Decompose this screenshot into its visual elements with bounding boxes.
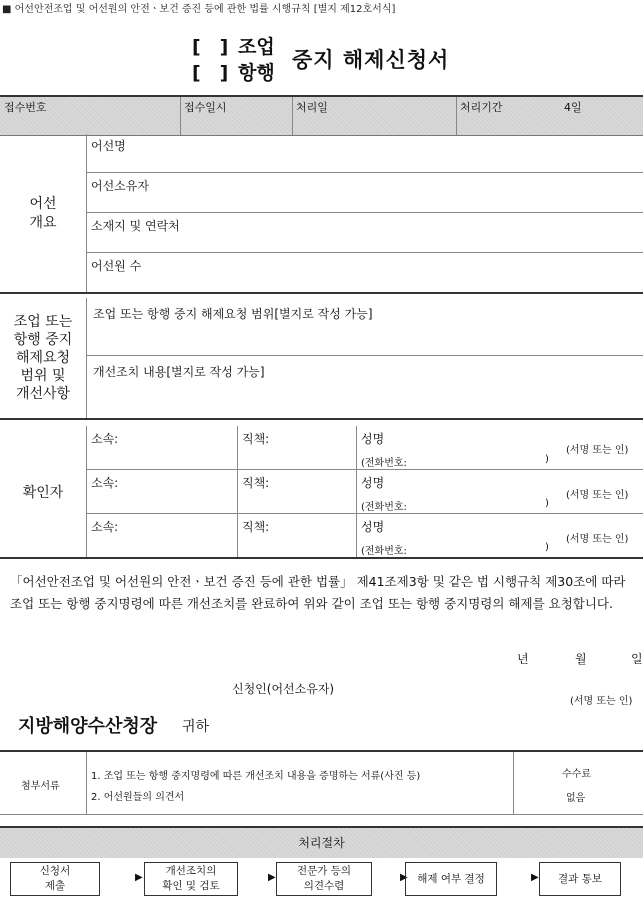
name-field[interactable]: 성명 xyxy=(361,432,385,446)
name-field[interactable]: 성명 xyxy=(361,476,385,490)
arrow-right-icon: ▶ xyxy=(531,872,539,883)
fee-label: 수수료 xyxy=(562,769,591,780)
procedure-step-decide: 해제 여부 결정 xyxy=(405,862,497,896)
procedure-step-consult: 전문가 등의 의견수렴 xyxy=(276,862,372,896)
checkbox-bracket-1[interactable]: [ ] xyxy=(192,36,229,58)
scope-section-label: 조업 또는 항행 중지 해제요청 범위 및 개선사항 xyxy=(13,314,73,402)
phone-close: ) xyxy=(545,542,549,553)
procedure-step-notify: 결과 통보 xyxy=(539,862,621,896)
form-reference: ■ 어선안전조업 및 어선원의 안전ㆍ보건 증진 등에 관한 법률 시행규칙 [별지 제12호서식] xyxy=(2,4,396,15)
recipient-name: 지방해양수산청장 xyxy=(18,716,158,737)
phone-close: ) xyxy=(545,454,549,465)
release-scope-field[interactable]: 조업 또는 항행 중지 해제요청 범위[별지로 작성 가능] xyxy=(93,307,373,321)
vessel-name-field[interactable]: 어선명 xyxy=(91,139,126,153)
receipt-bar xyxy=(0,95,643,136)
request-statement: 「어선안전조업 및 어선원의 안전ㆍ보건 증진 등에 관한 법률」 제41조제3항 및 같은 법 시행규칙 제30조에 따라 조업 또는 항행 중지명령에 따른 개선조치를 완료하여 위와 같이 조업 또는 항행 중지명령의 해제를 요청합니다. xyxy=(10,574,626,611)
checkbox-bracket-2[interactable]: [ ] xyxy=(192,62,229,84)
confirmer-section-label: 확인자 xyxy=(22,485,64,501)
process-period-value: 4일 xyxy=(564,101,582,114)
arrow-right-icon: ▶ xyxy=(400,872,408,883)
attachments-label: 첨부서류 xyxy=(21,781,60,792)
page-title: 중지 해제신청서 xyxy=(292,48,450,72)
affiliation-field[interactable]: 소속: xyxy=(91,520,119,534)
name-field[interactable]: 성명 xyxy=(361,520,385,534)
applicant-signature[interactable]: (서명 또는 인) xyxy=(570,696,633,707)
attachment-item: 2. 어선원들의 의견서 xyxy=(91,792,185,803)
procedure-step-apply: 신청서 제출 xyxy=(10,862,100,896)
affiliation-field[interactable]: 소속: xyxy=(91,476,119,490)
title-option-2: 항행 xyxy=(238,62,275,84)
applicant-label: 신청인(어선소유자) xyxy=(232,682,335,696)
receipt-date-field[interactable]: 접수일시 xyxy=(184,101,227,114)
improvement-measures-field[interactable]: 개선조치 내용[별지로 작성 가능] xyxy=(93,365,265,379)
vessel-section-label: 어선 개요 xyxy=(29,196,57,231)
vessel-crew-count-field[interactable]: 어선원 수 xyxy=(91,259,142,273)
date-month[interactable]: 월 xyxy=(575,652,587,666)
title-option-1: 조업 xyxy=(238,36,275,58)
process-date-field[interactable]: 처리일 xyxy=(296,101,328,114)
procedure-step-review: 개선조치의 확인 및 검토 xyxy=(144,862,238,896)
position-field[interactable]: 직책: xyxy=(242,476,270,490)
title-block xyxy=(0,32,643,88)
phone-field[interactable]: (전화번호: xyxy=(361,458,407,469)
date-day[interactable]: 일 xyxy=(631,652,643,666)
position-field[interactable]: 직책: xyxy=(242,432,270,446)
phone-field[interactable]: (전화번호: xyxy=(361,502,407,513)
process-period-label: 처리기간 xyxy=(460,101,503,114)
receipt-number-field[interactable]: 접수번호 xyxy=(4,101,47,114)
phone-close: ) xyxy=(545,498,549,509)
arrow-right-icon: ▶ xyxy=(268,872,276,883)
phone-field[interactable]: (전화번호: xyxy=(361,546,407,557)
recipient-suffix: 귀하 xyxy=(182,719,210,735)
procedure-title: 처리절차 xyxy=(0,826,643,858)
arrow-right-icon: ▶ xyxy=(135,872,143,883)
attachment-item: 1. 조업 또는 항행 중지명령에 따른 개선조치 내용을 증명하는 서류(사진 등) xyxy=(91,771,421,782)
vessel-address-field[interactable]: 소재지 및 연락처 xyxy=(91,219,180,233)
signature-field[interactable]: (서명 또는 인) xyxy=(566,445,629,456)
signature-field[interactable]: (서명 또는 인) xyxy=(566,490,629,501)
date-year[interactable]: 년 xyxy=(517,652,529,666)
position-field[interactable]: 직책: xyxy=(242,520,270,534)
vessel-owner-field[interactable]: 어선소유자 xyxy=(91,179,149,193)
affiliation-field[interactable]: 소속: xyxy=(91,432,119,446)
signature-field[interactable]: (서명 또는 인) xyxy=(566,534,629,545)
fee-value: 없음 xyxy=(566,793,586,804)
